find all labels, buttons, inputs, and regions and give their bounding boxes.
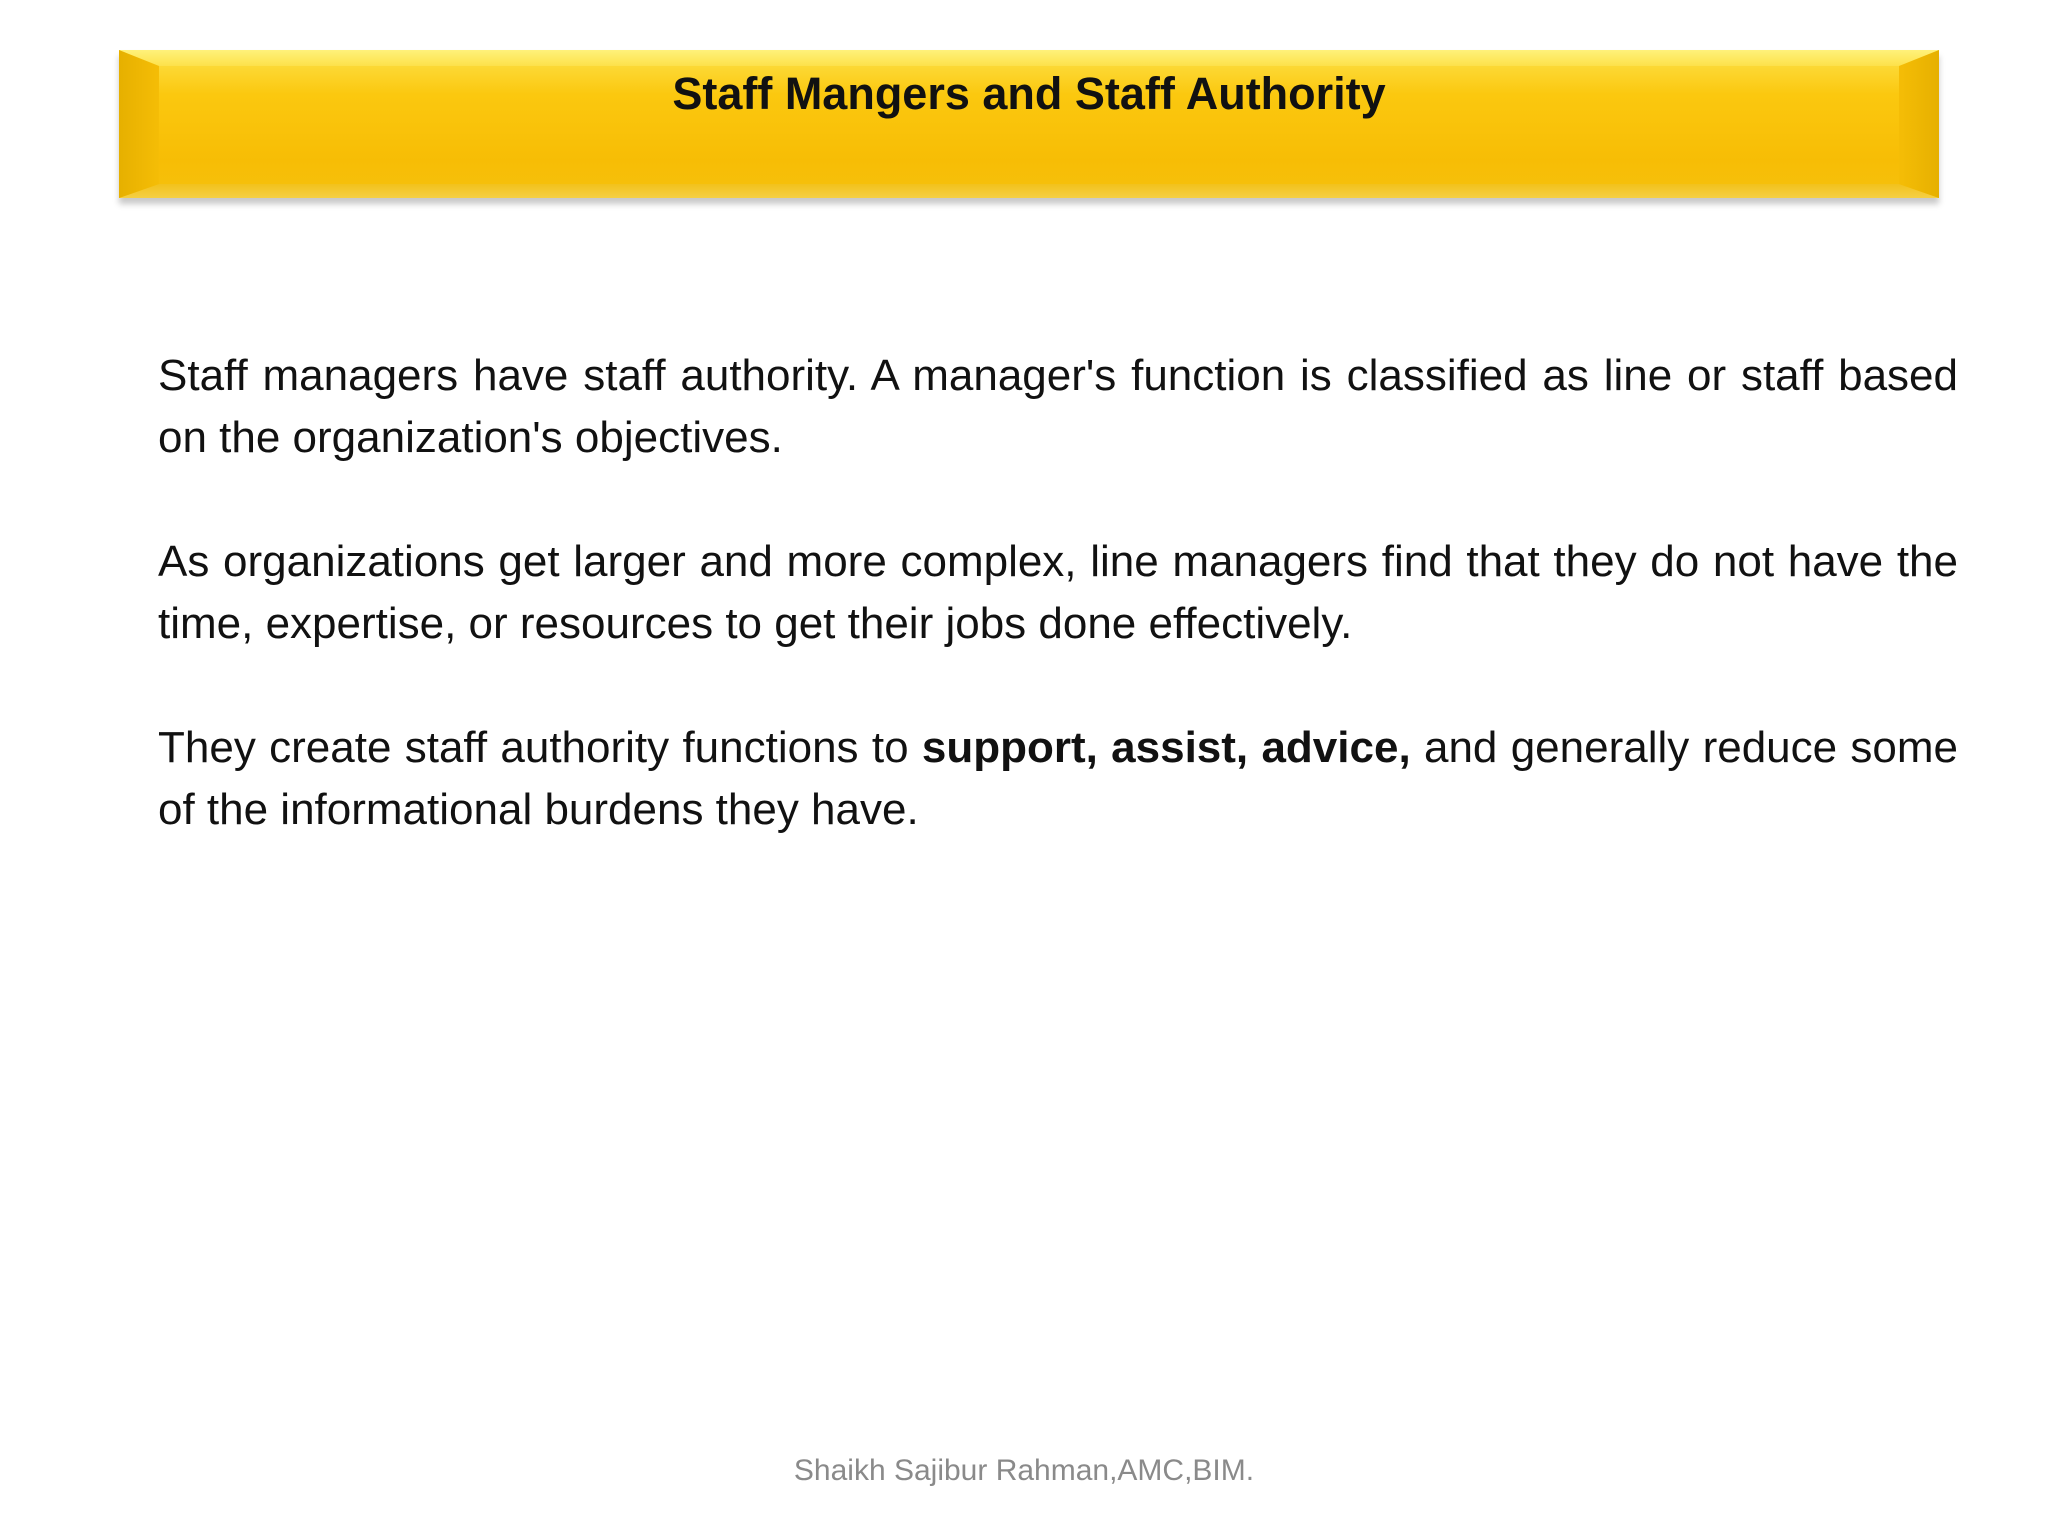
- slide-title: Staff Mangers and Staff Authority: [672, 68, 1386, 119]
- paragraph-3: [158, 717, 1958, 841]
- paragraph-3-tail: and generally reduce some of the informational burdens they have.: [158, 723, 1959, 834]
- banner-bevel-top: [119, 50, 1939, 66]
- banner-bevel-bottom: [119, 184, 1939, 198]
- slide-footer-author: Shaikh Sajibur Rahman,AMC,BIM.: [793, 1454, 1255, 1487]
- paragraph-3-lead: They create staff authority functions to: [158, 723, 922, 772]
- title-banner: [119, 50, 1939, 198]
- paragraph-3-emphasis: support, assist, advice,: [921, 723, 1411, 772]
- paragraph-1: Staff managers have staff authority. A manager's function is classified as line or staff based on the organization's objectives.: [158, 351, 1958, 462]
- slide-body: [158, 345, 1958, 903]
- paragraph-2: As organizations get larger and more complex, line managers find that they do not have the time, expertise, or resources to get their jobs done effectively.: [158, 537, 1958, 648]
